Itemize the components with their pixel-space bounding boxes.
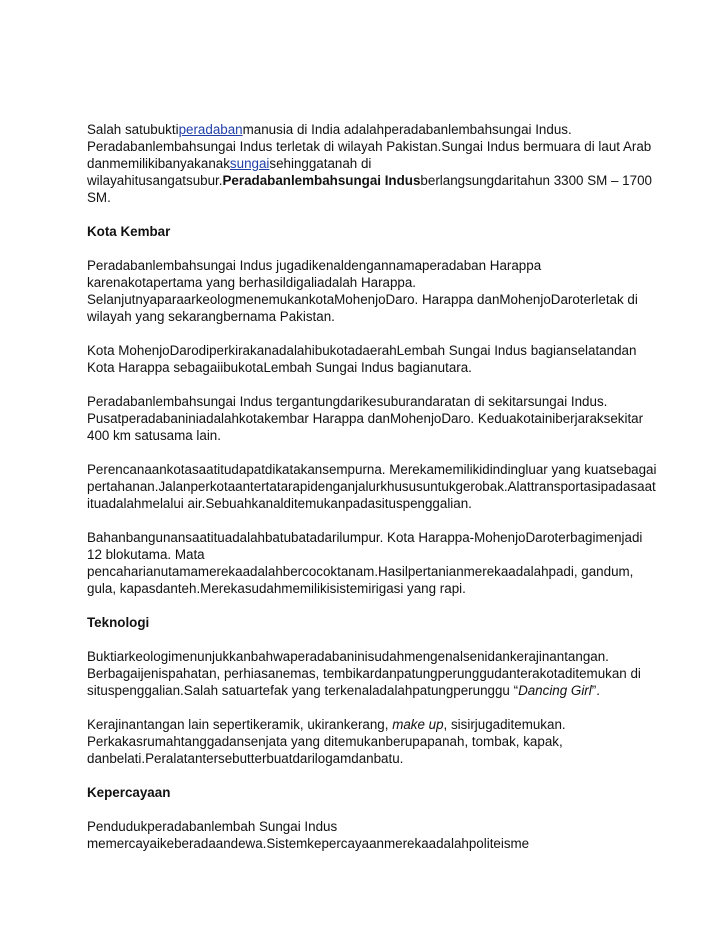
- intro-text-2: manusia di India adalahperadabanlembahsungai Indus. Peradabanlembahsungai Indus terletak di wilayah Pakistan.Sungai Indus bermuara di laut Arab danmemilikibanyakanak: [87, 122, 652, 171]
- peradaban-link[interactable]: peradaban: [178, 122, 243, 137]
- make-up-italic: make up: [392, 717, 444, 732]
- kota-kembar-paragraph-5: Bahanbangunansaatituadalahbatubatadarilumpur. Kota Harappa-MohenjoDaroterbagimenjadi 12 blokutama. Mata pencaharianutamamerekaadalahbercocoktanam.Hasilpertanianmerekaadalahpadi, gandum, gula, kapasdanteh.Merekasudahmemilikisistemirigasi yang rapi.: [87, 530, 643, 596]
- teknologi-paragraph-2: [87, 716, 657, 767]
- intro-text-1: Salah satubukti: [87, 122, 179, 137]
- dancing-girl-italic: Dancing Girl: [518, 683, 592, 698]
- intro-text-4: berlangsungdaritahun 3300 SM – 1700 SM.: [87, 173, 652, 205]
- heading-teknologi: Teknologi: [87, 615, 150, 630]
- intro-paragraph: [87, 121, 657, 206]
- document-page: [87, 121, 657, 869]
- kota-kembar-paragraph-3: Peradabanlembahsungai Indus tergantungdarikesuburandaratan di sekitarsungai Indus. Pusatperadabaniniadalahkotakembar Harappa danMohenjoDaro. Keduakotainiberjaraksekitar 400 km satusama lain.: [87, 394, 644, 443]
- intro-text-3: sehinggatanah di wilayahitusangatsubur.: [87, 156, 372, 188]
- teknologi-paragraph-1: [87, 648, 657, 699]
- teknologi-p1-text-b: ”.: [591, 683, 600, 698]
- heading-kepercayaan: Kepercayaan: [87, 785, 171, 800]
- intro-bold-text: Peradabanlembahsungai Indus: [222, 173, 421, 188]
- teknologi-p1-text-a: Buktiarkeologimenunjukkanbahwaperadabaninisudahmengenalsenidankerajinantangan. Berbagaijenispahatan, perhiasanemas, tembikardanpatungperunggudanterakotaditemukan di situspenggalian.Salah satuartefak yang terkenaladalahpatungperunggu “: [87, 649, 641, 698]
- kota-kembar-paragraph-4: Perencanaankotasaatitudapatdikatakansempurna. Merekamemilikidindingluar yang kuatsebagaipertahanan.Jalanperkotaantertatarapidenganjalurkhususuntukgerobak.Alattransportasipadasaatituadalahmelalui air.Sebuahkanalditemukanpadasituspenggalian.: [87, 462, 657, 511]
- heading-kota-kembar: Kota Kembar: [87, 224, 171, 239]
- teknologi-p2-text-b: , sisirjugaditemukan. Perkakasrumahtanggadansenjata yang ditemukanberupapanah, tombak, kapak, danbelati.Peralatantersebutterbuatdarilogamdanbatu.: [87, 717, 566, 766]
- sungai-link[interactable]: sungai: [229, 156, 270, 171]
- kepercayaan-paragraph-1: Pendudukperadabanlembah Sungai Indus memercayaikeberadaandewa.Sistemkepercayaanmerekaadalahpoliteisme: [87, 819, 530, 851]
- teknologi-p2-text-a: Kerajinantangan lain sepertikeramik, ukirankerang,: [87, 717, 393, 732]
- kota-kembar-paragraph-2: Kota MohenjoDarodiperkirakanadalahibukotadaerahLembah Sungai Indus bagianselatandan Kota Harappa sebagaiibukotaLembah Sungai Indus bagianutara.: [87, 343, 637, 375]
- kota-kembar-paragraph-1: Peradabanlembahsungai Indus jugadikenaldengannamaperadaban Harappa karenakotapertama yang berhasildigaliadalah Harappa. SelanjutnyaparaarkeologmenemukankotaMohenjoDaro. Harappa danMohenjoDaroterletak di wilayah yang sekarangbernama Pakistan.: [87, 258, 638, 324]
